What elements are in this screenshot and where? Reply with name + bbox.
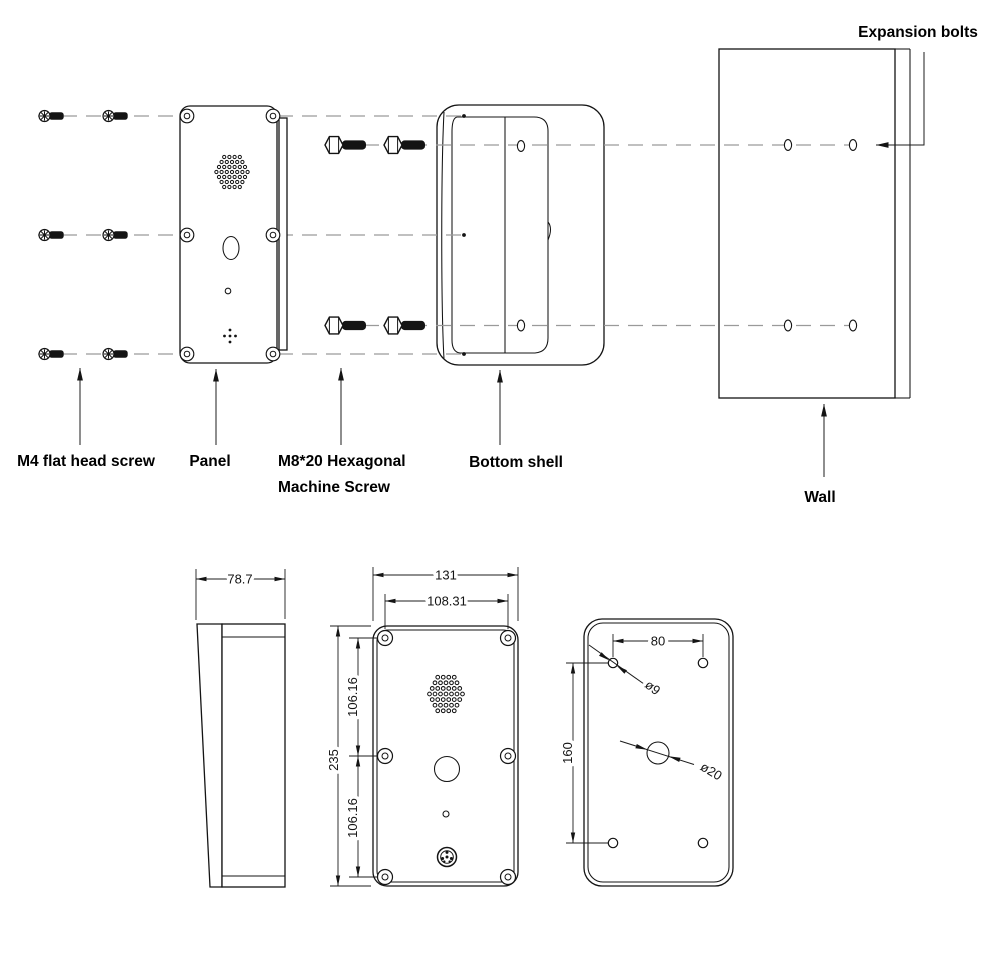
m8-screw-label-line2: Machine Screw	[278, 479, 390, 496]
m4-screws	[39, 111, 128, 360]
m8-screw-label-line1: M8*20 Hexagonal	[278, 453, 406, 470]
dim-side-depth-value: 78.7	[227, 571, 253, 587]
side-view-hood-wedge	[197, 624, 222, 887]
dim-side-depth	[196, 569, 285, 620]
side-view-body	[222, 624, 285, 887]
dim-hole-span-upper-value: 106.16	[345, 677, 360, 717]
m4-screw	[103, 230, 128, 241]
exploded-view	[17, 24, 978, 506]
dim-plate-center-dia-value: ø20	[697, 758, 725, 784]
m4-screw	[39, 349, 64, 360]
bottom-shell-label: Bottom shell	[469, 454, 563, 471]
side-view	[196, 569, 285, 887]
dim-hole-span-width	[385, 594, 508, 630]
dimension-views	[196, 567, 733, 887]
expansion-bolts-label: Expansion bolts	[858, 24, 978, 41]
connector-icon	[438, 848, 457, 867]
dim-plate-hole-span-w-value: 80	[650, 633, 666, 649]
hex-bolt	[384, 137, 425, 154]
dim-plate-hole-span-h-value: 160	[560, 742, 575, 764]
panel-label: Panel	[189, 453, 231, 470]
dim-panel-width-value: 131	[435, 567, 457, 583]
m4-screw	[39, 230, 64, 241]
rear-plate-view	[560, 619, 733, 886]
hex-bolt	[325, 137, 366, 154]
m4-screw	[103, 349, 128, 360]
dim-hole-span-lower-value: 106.16	[345, 798, 360, 838]
panel-drawing	[180, 106, 287, 363]
hex-bolt	[325, 317, 366, 334]
dim-plate-hole-dia-value: ø9	[642, 676, 664, 699]
dim-panel-height-value: 235	[326, 749, 341, 771]
m4-screw	[103, 111, 128, 122]
m4-screw	[39, 111, 64, 122]
wall-label: Wall	[804, 489, 836, 506]
wall-drawing	[719, 49, 910, 398]
front-dimension-view	[326, 567, 518, 886]
m4-screw-label: M4 flat head screw	[17, 453, 155, 470]
dim-hole-span-width-value: 108.31	[427, 593, 467, 609]
hex-bolt	[384, 317, 425, 334]
